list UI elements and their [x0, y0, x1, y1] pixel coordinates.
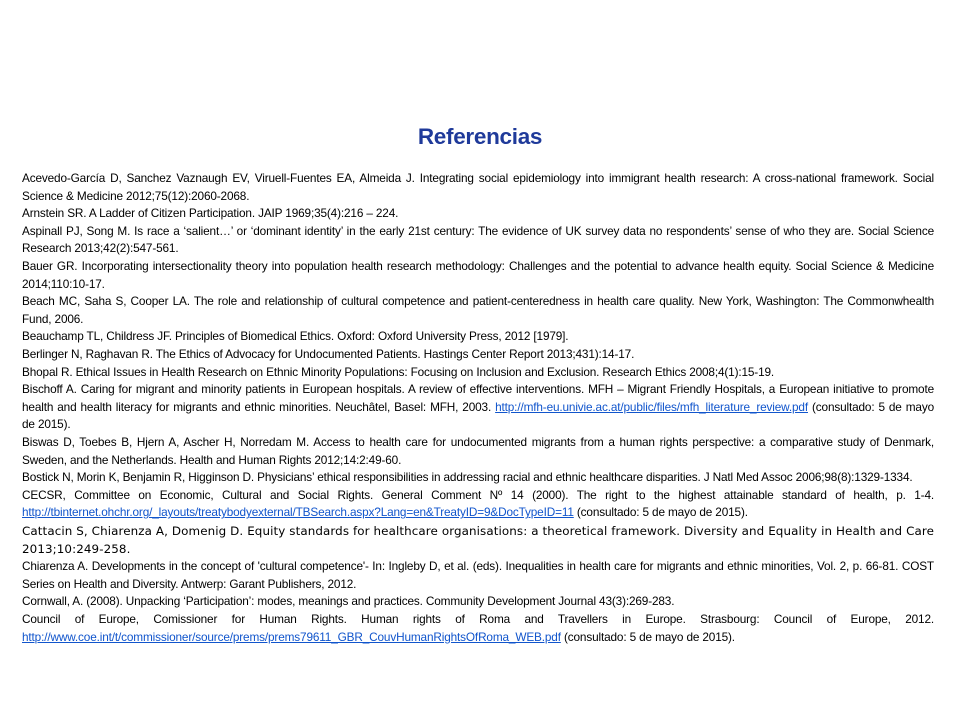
reference-item: [22, 522, 934, 558]
reference-item: [22, 170, 934, 205]
consulted-date: (consultado: 5 de mayo de 2015).: [563, 629, 735, 644]
reference-item: [22, 434, 934, 469]
reference-text: Cattacin S, Chiarenza A, Domenig D. Equity standards for healthcare organisations: a theoretical framework. Diversity and Equality in Health and Care 2013;10:249-258.: [22, 523, 934, 557]
reference-item: [22, 364, 934, 382]
reference-text: Aspinall PJ, Song M. Is race a ‘salient…’ or ‘dominant identity’ in the early 21st century: The evidence of UK survey data no respondents’ sense of who they are. Social Science Research 2013;42(2):547-561.: [22, 223, 934, 256]
reference-text: Bauer GR. Incorporating intersectionality theory into population health research methodology: Challenges and the potential to advance health equity. Social Science & Medicine 2014;110:10-17.: [22, 258, 934, 291]
reference-text: Bhopal R. Ethical Issues in Health Research on Ethnic Minority Populations: Focusing on Inclusion and Exclusion. Research Ethics 2008;4(1):15-19.: [22, 364, 775, 379]
reference-item: [22, 487, 934, 522]
reference-item: [22, 328, 934, 346]
reference-text: Chiarenza A. Developments in the concept of 'cultural competence'- In: Ingleby D, et al. (eds). Inequalities in health care for migrants and ethnic minorities, Vol. 2, p. 66-81. COST Series on Health and Diversity. Antwerp: Garant Publishers, 2012.: [22, 559, 934, 591]
reference-item: [22, 223, 934, 258]
reference-item: [22, 258, 934, 293]
reference-text: Bischoff A. Caring for migrant and minority patients in European hospitals. A review of effective interventions. MFH – Migrant Friendly Hospitals, a European initiative to promote health and health literacy for migrants and ethnic minorities. Neuchâtel, Basel: MFH, 2003.: [22, 382, 934, 414]
reference-link[interactable]: http://tbinternet.ohchr.org/_layouts/treatybodyexternal/TBSearch.aspx?Lang=en&TreatyID=9&DocTypeID=11: [22, 505, 574, 520]
page-title: Referencias: [417, 124, 543, 149]
reference-link[interactable]: http://mfh-eu.univie.ac.at/public/files/mfh_literature_review.pdf: [495, 399, 808, 414]
reference-text: Berlinger N, Raghavan R. The Ethics of Advocacy for Undocumented Patients. Hastings Center Report 2013;431):14-17.: [22, 346, 635, 361]
reference-list: [22, 170, 934, 646]
reference-text: Council of Europe, Comissioner for Human Rights. Human rights of Roma and Travellers in Europe. Strasbourg: Council of Europe, 2012.: [22, 612, 934, 627]
reference-item: [22, 469, 934, 487]
reference-item: [22, 593, 934, 611]
reference-text: Beauchamp TL, Childress JF. Principles of Biomedical Ethics. Oxford: Oxford University Press, 2012 [1979].: [22, 329, 569, 344]
reference-text: Beach MC, Saha S, Cooper LA. The role and relationship of cultural competence and patient-centeredness in health care quality. New York, Washington: The Commonwhealth Fund, 2006.: [22, 294, 934, 326]
reference-item: [22, 293, 934, 328]
reference-item: [22, 381, 934, 434]
consulted-date: (consultado: 5 de mayo de 2015).: [576, 505, 748, 520]
reference-text: Biswas D, Toebes B, Hjern A, Ascher H, Norredam M. Access to health care for undocumented migrants from a human rights perspective: a comparative study of Denmark, Sweden, and the Netherlands. Health and Human Rights 2012;14:2:49-60.: [22, 434, 934, 467]
reference-item: [22, 205, 934, 223]
reference-text: CECSR, Committee on Economic, Cultural and Social Rights. General Comment Nº 14 (2000). The right to the highest attainable standard of health, p. 1-4.: [22, 487, 934, 502]
reference-item: [22, 346, 934, 364]
reference-text: Bostick N, Morin K, Benjamin R, Higginson D. Physicians’ ethical responsibilities in addressing racial and ethnic healthcare disparities. J Natl Med Assoc 2006;98(8):1329-1334.: [22, 470, 913, 485]
reference-item: [22, 611, 934, 646]
reference-item: [22, 558, 934, 593]
consulted-date: (consultado: 5 de mayo de 2015).: [22, 399, 934, 432]
reference-text: Arnstein SR. A Ladder of Citizen Participation. JAIP 1969;35(4):216 – 224.: [22, 206, 399, 221]
reference-link[interactable]: http://www.coe.int/t/commissioner/source/prems/prems79611_GBR_CouvHumanRightsOfRoma_WEB.pdf: [22, 629, 561, 644]
reference-text: Cornwall, A. (2008). Unpacking ‘Participation’: modes, meanings and practices. Community Development Journal 43(3):269-283.: [22, 594, 675, 609]
reference-text: Acevedo-García D, Sanchez Vaznaugh EV, Viruell-Fuentes EA, Almeida J. Integrating social epidemiology into immigrant health research: A cross-national framework. Social Science & Medicine 2012;75(12):2060-2068.: [22, 171, 934, 203]
